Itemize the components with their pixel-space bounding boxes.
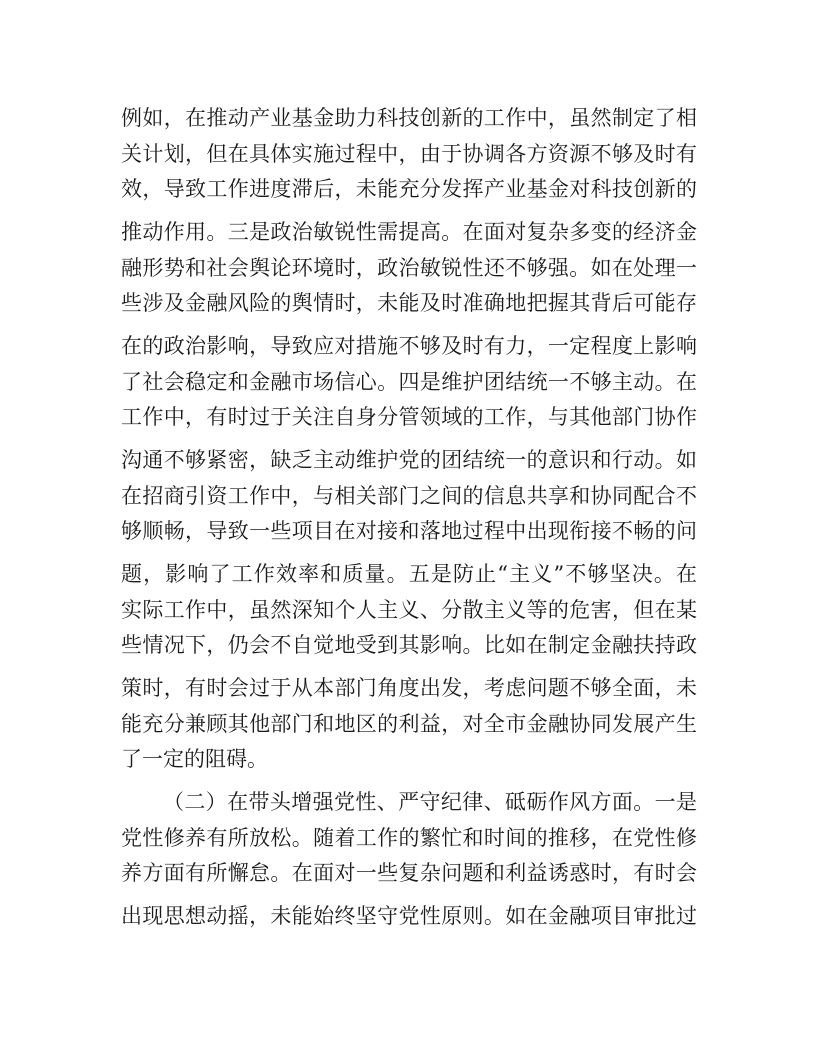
text-line: 推动作用。三是政治敏锐性需提高。在面对复杂多变的经济金 <box>121 220 697 244</box>
text-line: 沟通不够紧密，缺乏主动维护党的团结统一的意识和行动。如 <box>121 448 697 472</box>
paragraph-heading-line: （二）在带头增强党性、严守纪律、砥砺作风方面。一是 <box>163 790 697 814</box>
text-line: 党性修养有所放松。随着工作的繁忙和时间的推移，在党性修 <box>121 826 697 850</box>
text-line: 在的政治影响，导致应对措施不够及时有力，一定程度上影响 <box>121 334 697 358</box>
text-line: 例如，在推动产业基金助力科技创新的工作中，虽然制定了相 <box>121 106 697 130</box>
text-line: 了一定的阻碍。 <box>121 747 268 771</box>
text-line: 些涉及金融风险的舆情时，未能及时准确地把握其背后可能存 <box>121 291 697 315</box>
text-line: 关计划，但在具体实施过程中，由于协调各方资源不够及时有 <box>121 142 697 166</box>
text-line: 够顺畅，导致一些项目在对接和落地过程中出现衔接不畅的问 <box>121 519 697 543</box>
text-line: 策时，有时会过于从本部门角度出发，考虑问题不够全面，未 <box>121 676 697 700</box>
text-line: 了社会稳定和金融市场信心。四是维护团结统一不够主动。在 <box>121 370 697 394</box>
text-line: 融形势和社会舆论环境时，政治敏锐性还不够强。如在处理一 <box>121 256 697 280</box>
text-line: 些情况下，仍会不自觉地受到其影响。比如在制定金融扶持政 <box>121 633 697 657</box>
text-line: 在招商引资工作中，与相关部门之间的信息共享和协同配合不 <box>121 484 697 508</box>
text-line: 出现思想动摇，未能始终坚守党性原则。如在金融项目审批过 <box>121 904 697 928</box>
text-line: 题，影响了工作效率和质量。五是防止“主义”不够坚决。在 <box>121 562 697 586</box>
text-line: 实际工作中，虽然深知个人主义、分散主义等的危害，但在某 <box>121 598 697 622</box>
text-line: 能充分兼顾其他部门和地区的利益，对全市金融协同发展产生 <box>121 712 697 736</box>
text-line: 养方面有所懈怠。在面对一些复杂问题和利益诱惑时，有时会 <box>121 861 697 885</box>
text-line: 效，导致工作进度滞后，未能充分发挥产业基金对科技创新的 <box>121 177 697 201</box>
text-line: 工作中，有时过于关注自身分管领域的工作，与其他部门协作 <box>121 405 697 429</box>
